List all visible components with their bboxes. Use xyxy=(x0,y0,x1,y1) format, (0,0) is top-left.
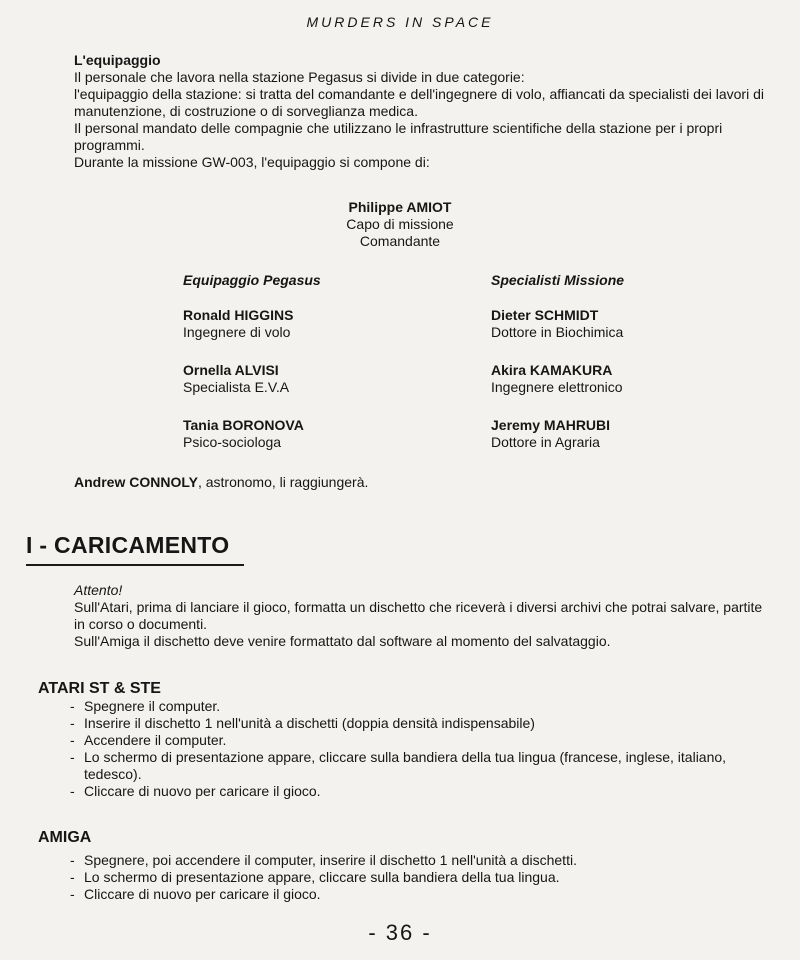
intro-paragraph: Il personal mandato delle compagnie che utilizzano le infrastrutture scientifiche della stazione per i propri programmi. xyxy=(74,120,723,153)
atari-steps xyxy=(70,698,770,800)
list-dash: - xyxy=(70,886,75,902)
list-dash: - xyxy=(70,732,75,748)
crew-intro xyxy=(74,52,770,171)
specialist-role: Dottore in Biochimica xyxy=(491,324,624,340)
atari-format-note: Sull'Atari, prima di lanciare il gioco, formatta un dischetto che riceverà i diversi archivi che potrai salvare, partite in corso o documenti. xyxy=(74,599,763,632)
crew-member xyxy=(183,417,443,451)
intro-paragraph: Il personale che lavora nella stazione Pegasus si divide in due categorie: xyxy=(74,69,525,85)
commander-name: Philippe AMIOT xyxy=(348,199,452,215)
list-item xyxy=(70,886,770,903)
crew-member-name: Tania BORONOVA xyxy=(183,417,304,433)
running-head: MURDERS IN SPACE xyxy=(306,14,494,30)
crew-member xyxy=(183,362,443,396)
list-item xyxy=(70,783,770,800)
list-item-text: Lo schermo di presentazione appare, cliccare sulla bandiera della tua lingua. xyxy=(84,869,560,885)
mission-specialists-title: Specialisti Missione xyxy=(491,272,625,288)
intro-paragraph: Durante la missione GW-003, l'equipaggio si compone di: xyxy=(74,154,430,170)
list-item-text: Inserire il dischetto 1 nell'unità a dischetti (doppia densità indispensabile) xyxy=(84,715,535,731)
list-dash: - xyxy=(70,715,75,731)
intro-heading: L'equipaggio xyxy=(74,52,161,68)
crew-member xyxy=(183,307,443,341)
list-dash: - xyxy=(70,783,75,799)
list-item xyxy=(70,732,770,749)
crew-member-role: Psico-sociologa xyxy=(183,434,282,450)
specialist-role: Ingegnere elettronico xyxy=(491,379,623,395)
section-underline xyxy=(26,564,244,566)
amiga-steps xyxy=(70,852,770,903)
amiga-heading: AMIGA xyxy=(38,829,92,846)
connoly-text: , astronomo, li raggiungerà. xyxy=(197,474,369,490)
section-title: I - CARICAMENTO xyxy=(26,532,230,558)
specialist-name: Akira KAMAKURA xyxy=(491,362,613,378)
list-item xyxy=(70,869,770,886)
list-item xyxy=(70,749,770,783)
list-item-text: Spegnere il computer. xyxy=(84,698,221,714)
list-item-text: Lo schermo di presentazione appare, cliccare sulla bandiera della tua lingua (francese, inglese, italiano, tedesco). xyxy=(84,749,727,782)
specialist xyxy=(491,417,751,451)
specialist-role: Dottore in Agraria xyxy=(491,434,600,450)
crew-member-role: Ingegnere di volo xyxy=(183,324,291,340)
list-item xyxy=(70,698,770,715)
list-item-text: Cliccare di nuovo per caricare il gioco. xyxy=(84,886,321,902)
specialist-name: Jeremy MAHRUBI xyxy=(491,417,611,433)
specialist-name: Dieter SCHMIDT xyxy=(491,307,599,323)
list-item xyxy=(70,852,770,869)
page-number: - 36 - xyxy=(368,920,432,945)
attento-label: Attento! xyxy=(74,582,123,598)
list-dash: - xyxy=(70,749,75,765)
specialist xyxy=(491,307,751,341)
list-dash: - xyxy=(70,698,75,714)
list-dash: - xyxy=(70,869,75,885)
commander-block xyxy=(300,199,500,250)
specialist xyxy=(491,362,751,396)
list-item-text: Cliccare di nuovo per caricare il gioco. xyxy=(84,783,321,799)
commander-rank: Comandante xyxy=(359,233,441,249)
connoly-name: Andrew CONNOLY xyxy=(74,474,198,490)
list-item-text: Spegnere, poi accendere il computer, inserire il dischetto 1 nell'unità a dischetti. xyxy=(84,852,577,868)
crew-member-name: Ronald HIGGINS xyxy=(183,307,294,323)
list-item-text: Accendere il computer. xyxy=(84,732,227,748)
list-dash: - xyxy=(70,852,75,868)
connoly-note xyxy=(74,474,368,491)
intro-paragraph: l'equipaggio della stazione: si tratta del comandante e dell'ingegnere di volo, affiancati da specialisti dei lavori di manutenzione, di costruzione o di sorveglianza medica. xyxy=(74,86,764,119)
mission-specialists-column xyxy=(491,272,751,472)
pegasus-crew-column xyxy=(183,272,443,472)
crew-member-name: Ornella ALVISI xyxy=(183,362,279,378)
commander-role: Capo di missione xyxy=(346,216,454,232)
atari-heading: ATARI ST & STE xyxy=(38,680,161,697)
amiga-format-note: Sull'Amiga il dischetto deve venire formattato dal software al momento del salvataggio. xyxy=(74,633,611,649)
list-item xyxy=(70,715,770,732)
attento-note xyxy=(74,582,770,650)
crew-member-role: Specialista E.V.A xyxy=(183,379,290,395)
pegasus-crew-title: Equipaggio Pegasus xyxy=(183,272,321,288)
